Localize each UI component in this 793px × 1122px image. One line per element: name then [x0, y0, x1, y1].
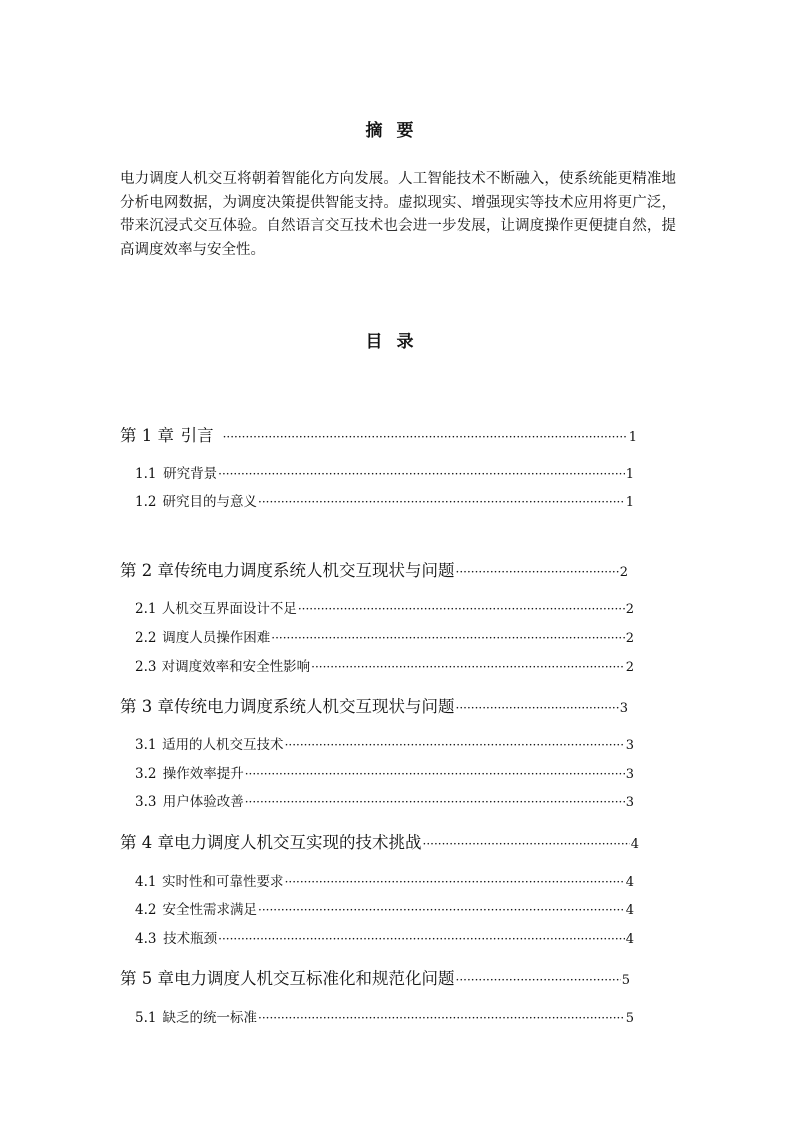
toc-title: 人机交互界面设计不足 [161, 601, 297, 617]
toc-leader [311, 660, 625, 674]
toc-number: 3.1 [135, 737, 157, 753]
toc-title: 引言 [180, 426, 214, 445]
toc-number: 4.3 [135, 931, 157, 947]
toc-title: 实时性和可靠性要求 [162, 874, 284, 890]
toc-number: 4.2 [135, 902, 157, 918]
toc-leader [245, 767, 625, 781]
toc-title: 调度人员操作困难 [162, 630, 271, 646]
toc-chapter-4[interactable] [120, 829, 639, 853]
toc-section-4-3[interactable] [135, 927, 634, 947]
toc-leader [285, 738, 625, 752]
toc-number: 第 1 章 [120, 426, 174, 445]
toc-title: 技术瓶颈 [163, 931, 218, 947]
toc-number: 3.3 [135, 794, 157, 810]
toc-chapter-3[interactable] [120, 693, 628, 717]
abstract-heading: 摘要 [365, 121, 428, 141]
toc-number: 第 2 章 [120, 561, 174, 580]
toc-section-1-1[interactable] [135, 462, 634, 482]
toc-page-number: 2 [625, 660, 634, 675]
toc-title: 研究背景 [163, 466, 218, 482]
toc-title: 传统电力调度系统人机交互现状与问题 [174, 561, 455, 580]
toc-leader [298, 602, 625, 616]
toc-number: 1.1 [135, 466, 157, 482]
toc-title: 对调度效率和安全性影响 [161, 659, 311, 675]
toc-chapter-5[interactable] [120, 965, 630, 989]
toc-title: 用户体验改善 [162, 794, 244, 810]
toc-section-2-2[interactable] [135, 626, 634, 646]
toc-page-number: 4 [625, 903, 634, 918]
toc-title: 研究目的与意义 [162, 494, 257, 510]
toc-number: 5.1 [135, 1010, 157, 1026]
toc-number: 第 3 章 [120, 697, 174, 716]
toc-page-number: 2 [619, 565, 628, 580]
toc-title: 缺乏的统一标准 [162, 1010, 257, 1026]
toc-section-1-2[interactable] [135, 490, 634, 510]
toc-page-number: 4 [625, 932, 634, 947]
toc-leader [423, 837, 630, 851]
toc-number: 第 5 章 [120, 969, 174, 988]
toc-leader [218, 467, 625, 481]
toc-section-4-2[interactable] [135, 898, 634, 918]
toc-chapter-1[interactable] [120, 422, 637, 446]
toc-page-number: 4 [630, 837, 639, 852]
toc-number: 1.2 [135, 494, 157, 510]
toc-leader [245, 795, 625, 809]
toc-leader [456, 701, 619, 715]
toc-section-3-1[interactable] [135, 733, 634, 753]
toc-number: 3.2 [135, 766, 157, 782]
toc-section-4-1[interactable] [135, 870, 634, 890]
toc-page-number: 3 [619, 701, 628, 716]
toc-title: 电力调度人机交互实现的技术挑战 [174, 833, 422, 852]
abstract-text: 电力调度人机交互将朝着智能化方向发展。人工智能技术不断融入，使系统能更精准地分析电网数据，为调度决策提供智能支持。虚拟现实、增强现实等技术应用将更广泛，带来沉浸式交互体验。自然语言交互技术也会进一步发展，让调度操作更便捷自然，提高调度效率与安全性。 [120, 171, 676, 258]
toc-page-number: 5 [621, 973, 630, 988]
toc-page-number: 1 [625, 467, 634, 482]
toc-number: 第 4 章 [120, 833, 174, 852]
toc-leader [218, 932, 625, 946]
toc-title: 安全性需求满足 [162, 902, 257, 918]
toc-page-number: 2 [625, 631, 634, 646]
toc-heading: 目录 [365, 332, 428, 352]
toc-chapter-2[interactable] [120, 557, 628, 581]
toc-number: 2.2 [135, 630, 157, 646]
toc-number: 2.3 [135, 659, 157, 675]
toc-page-number: 1 [625, 495, 634, 510]
toc-page-number: 5 [625, 1011, 634, 1026]
toc-leader [271, 631, 624, 645]
toc-leader [456, 565, 619, 579]
toc-leader [258, 495, 625, 509]
toc-leader [258, 1011, 625, 1025]
toc-leader [285, 875, 625, 889]
toc-leader [258, 903, 625, 917]
toc-section-5-1[interactable] [135, 1006, 634, 1026]
toc-page-number: 4 [625, 875, 634, 890]
toc-title: 电力调度人机交互标准化和规范化问题 [174, 969, 455, 988]
toc-number: 4.1 [135, 874, 157, 890]
toc-section-3-2[interactable] [135, 762, 634, 782]
toc-title: 适用的人机交互技术 [162, 737, 284, 753]
toc-section-3-3[interactable] [135, 790, 634, 810]
toc-page-number: 3 [625, 767, 634, 782]
toc-title: 操作效率提升 [162, 766, 244, 782]
toc-leader [223, 430, 628, 444]
toc-page-number: 3 [625, 738, 634, 753]
toc-number: 2.1 [135, 601, 157, 617]
toc-section-2-3[interactable] [135, 655, 634, 675]
toc-leader [456, 973, 621, 987]
toc-page-number: 2 [625, 602, 634, 617]
toc-page-number: 1 [628, 430, 637, 445]
toc-page-number: 3 [625, 795, 634, 810]
toc-section-2-1[interactable] [135, 597, 634, 617]
toc-title: 传统电力调度系统人机交互现状与问题 [174, 697, 455, 716]
